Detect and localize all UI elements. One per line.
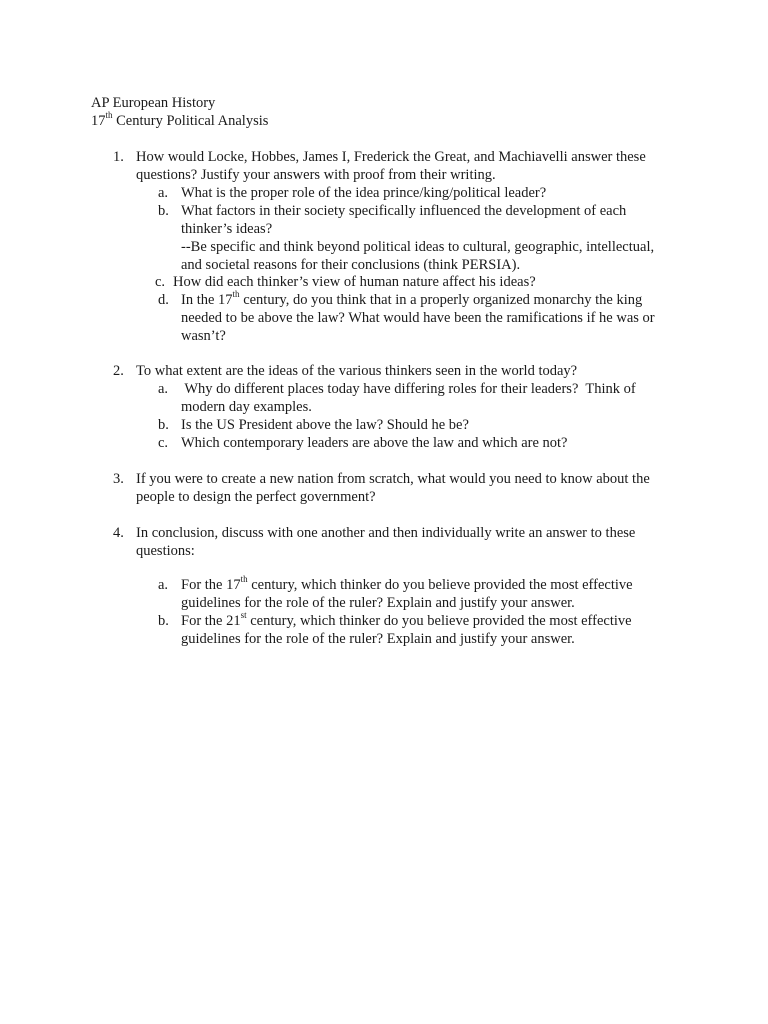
sub-text: For the 21st century, which thinker do you believe provided the most effective guidelines for the role of the ruler? Explain and justify your answer. [181,610,632,647]
sub-label: a. [158,185,169,201]
sub-text: For the 17th century, which thinker do you believe provided the most effective guidelines for the role of the ruler? Explain and justify your answer. [181,574,633,611]
question-text: To what extent are the ideas of the various thinkers seen in the world today? [136,363,578,379]
sub-label: a. [158,381,169,397]
sub-label: d. [158,292,169,308]
sub-text: Which contemporary leaders are above the law and which are not? [181,435,568,451]
document-title: 17th Century Political Analysis [91,110,269,129]
sub-label: a. [158,577,169,593]
question-number: 2. [113,363,124,379]
question-number: 4. [113,525,124,541]
sub-text: How did each thinker’s view of human nature affect his ideas? [173,274,536,290]
document-header [91,94,691,130]
sub-text: In the 17th century, do you think that in a properly organized monarchy the king needed to be above the law? What would have been the ramifications if he was or wasn’t? [181,289,655,344]
sub-label: b. [158,417,169,433]
sub-label: c. [155,274,166,290]
sub-label: c. [158,435,169,451]
question-text: In conclusion, discuss with one another and then individually write an answer to these questions: [136,525,636,559]
question-text: If you were to create a new nation from scratch, what would you need to know about the people to design the perfect government? [136,471,650,505]
question-number: 3. [113,471,124,487]
sub-text: What factors in their society specifically influenced the development of each thinker’s ideas? --Be specific and think beyond political ideas to cultural, geographic, intellectual, and societal reasons for their conclusions (think PERSIA). [181,203,655,273]
sub-label: b. [158,203,169,219]
question-text: How would Locke, Hobbes, James I, Frederick the Great, and Machiavelli answer these questions? Justify your answers with proof from their writing. [136,149,646,183]
question-number: 1. [113,149,124,165]
course-name: AP European History [91,95,216,111]
sub-label: b. [158,613,169,629]
sub-text: What is the proper role of the idea prince/king/political leader? [181,185,547,201]
sub-text: Is the US President above the law? Should he be? [181,417,469,433]
sub-text: Why do different places today have differing roles for their leaders? Think of modern day examples. [181,381,636,415]
